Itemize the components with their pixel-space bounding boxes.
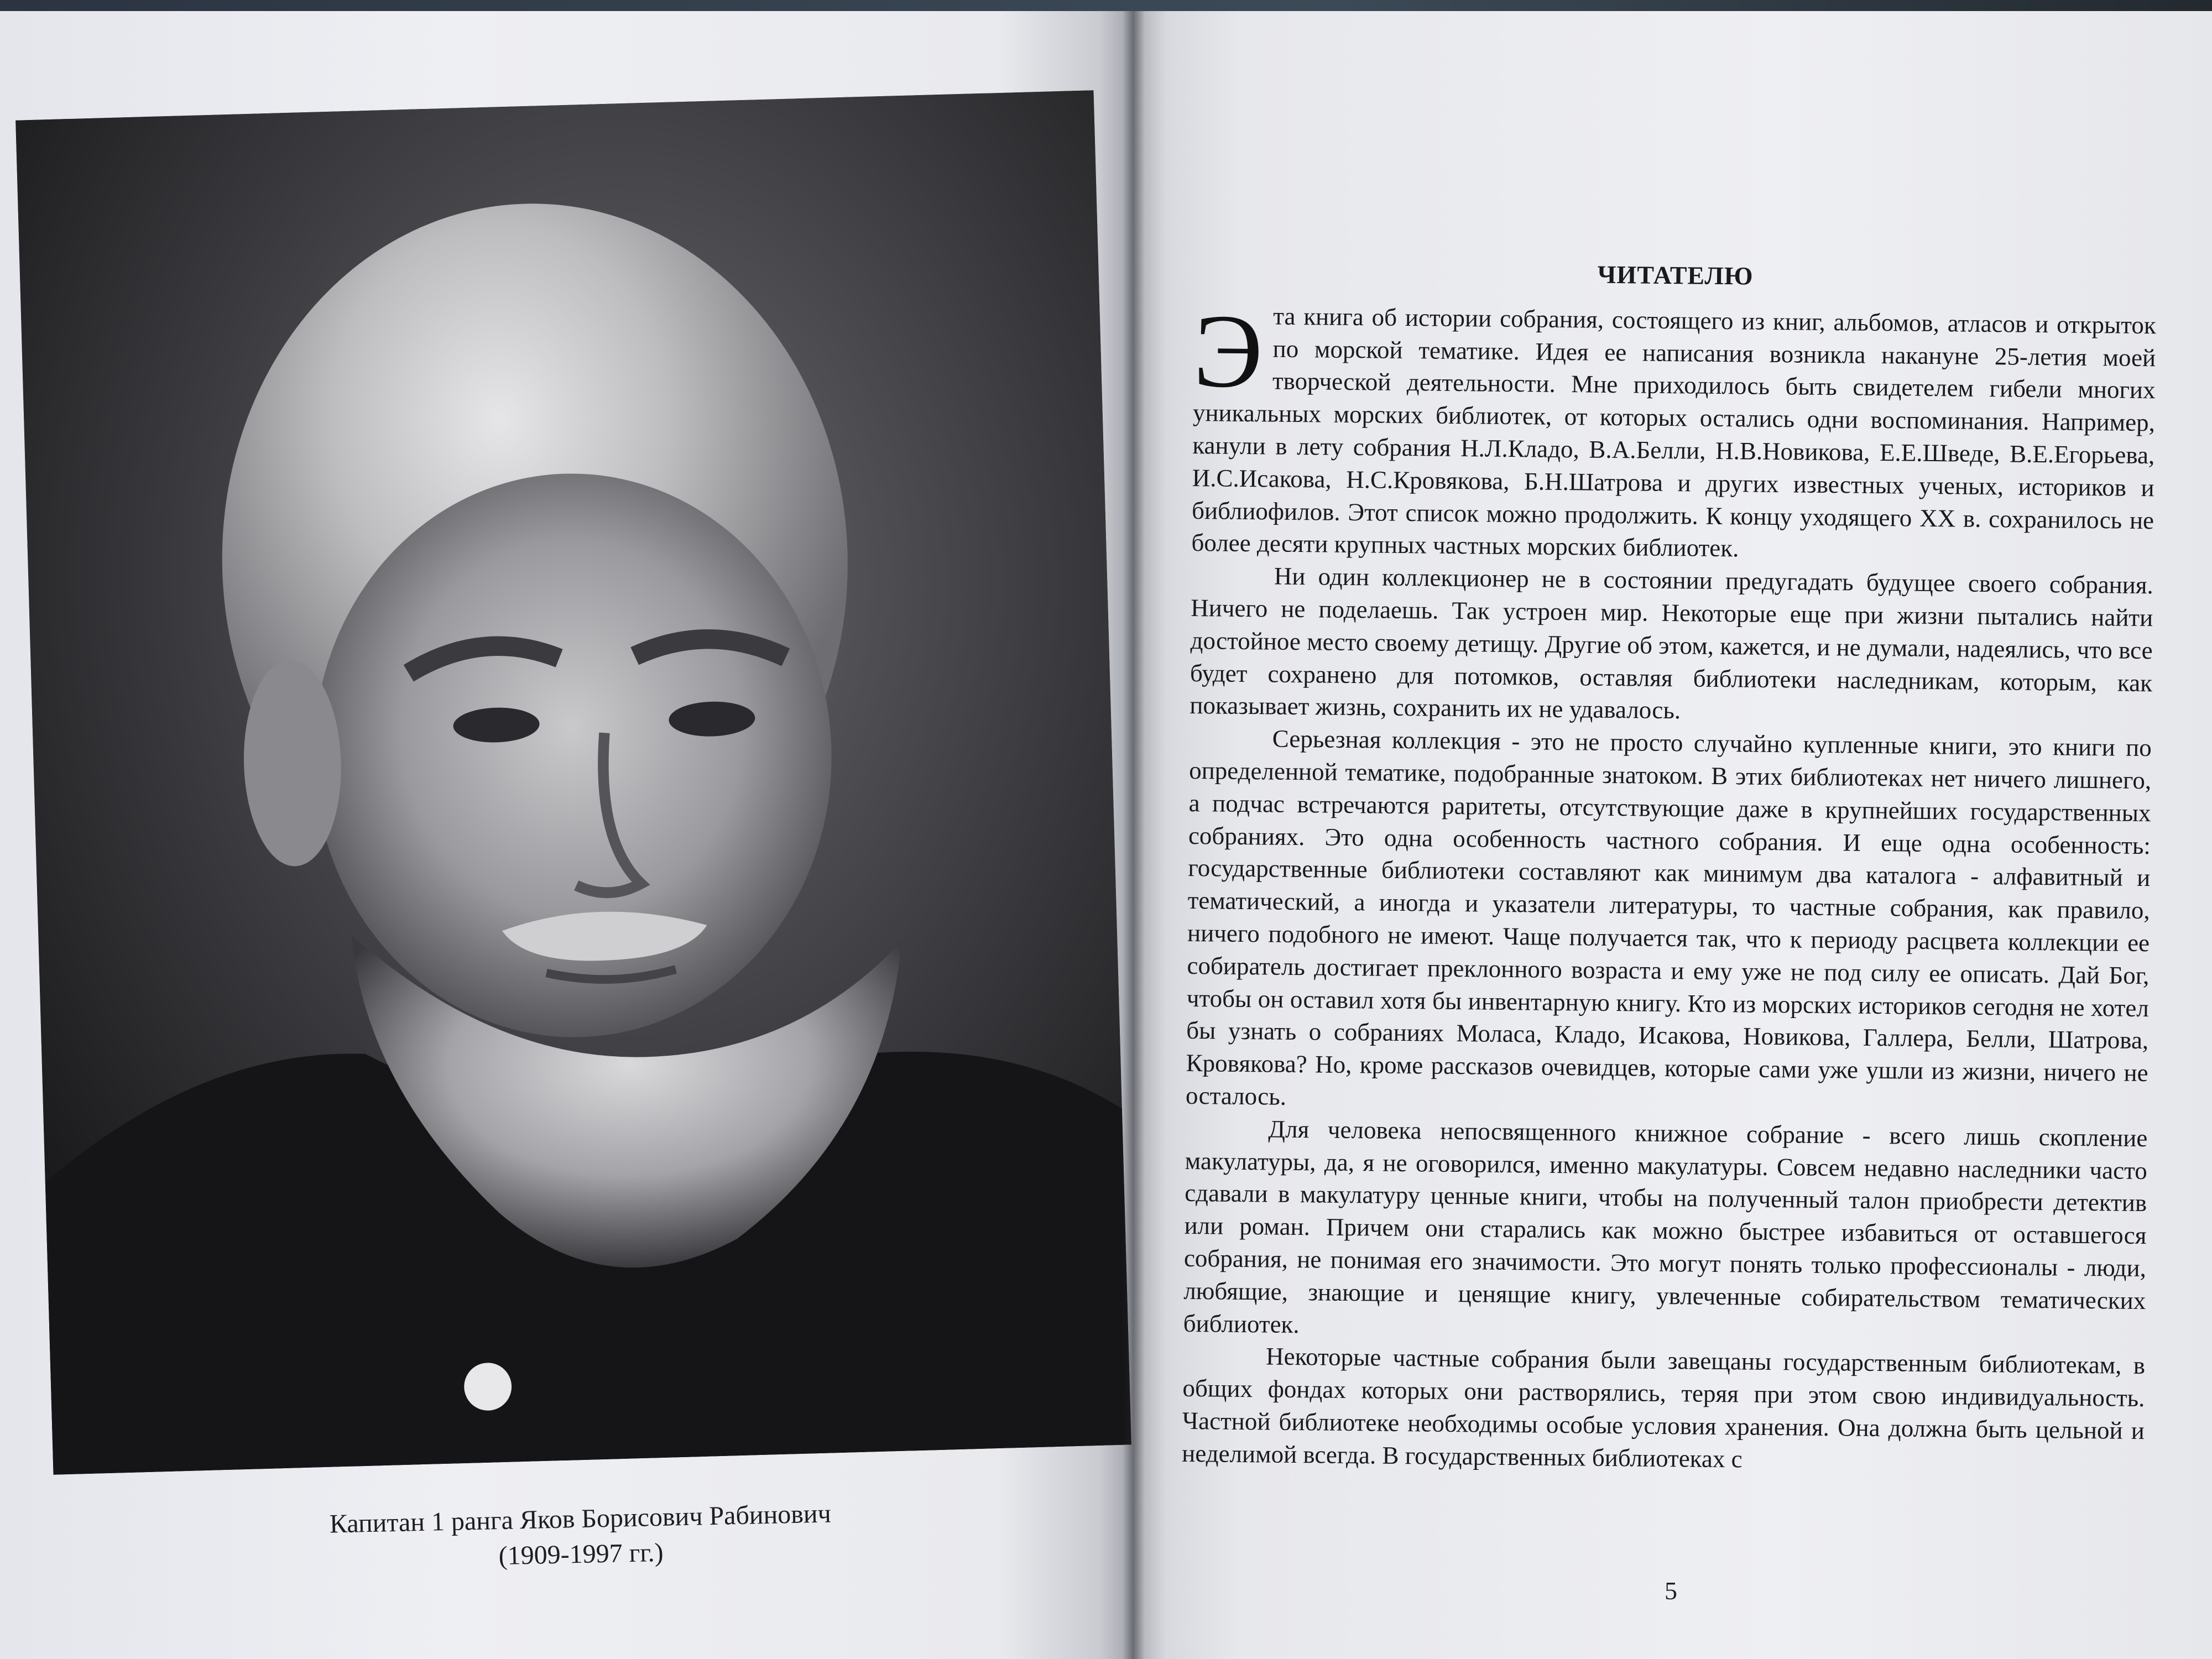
paragraph-1 [1191,293,2157,570]
portrait-photo [15,90,1131,1474]
paragraph-3: Серьезная коллекция - это не просто случайно купленные книги, это книги по определенной тематике, подобранные знатоком. В этих библиотеках нет ничего лишнего, а подчас встречаются раритеты, отсутствующие даже в крупнейших государственных собраниях. Это одна особенность частного собрания. И еще одна особенность: государственные библиотеки составляют как минимум два каталога - алфавитный и тематический, а иногда и указатели литературы, то частные собрания, как правило, ничего подобного не имеют. Чаще получается так, что к периоду расцвета коллекции ее собиратель достигает преклонного возраста и ему уже не под силу ее описать. Дай Бог, чтобы он оставил хотя бы инвентарную книгу. Кто из морских историков сегодня не хотел бы узнать о собраниях Моласа, Кладо, Исакова, Новикова, Галлера, Белли, Шатрова, Кровякова? Но, кроме рассказов очевидцев, которые сами уже ушли из жизни, ничего не осталось. [1185,724,2152,1110]
caption-line-years: (1909-1997 гг.) [498,1537,664,1571]
drop-cap: Э [1193,293,1264,410]
main-text [1182,254,2157,1480]
left-page [0,11,1134,1659]
paragraph-2: Ни один коллекционер не в состоянии предугадать будущее своего собрания. Ничего не поделаешь. Так устроен мир. Некоторые еще при жизни пытались найти достойное место своему детищу. Другие об этом, кажется, и не думали, надеялись, что все будет сохранено для потомков, оставляя библиотеки наследникам, которым, как показывает жизнь, сохранить их не удавалось. [1190,562,2154,724]
photo-caption [210,1494,952,1580]
page-title: ЧИТАТЕЛЮ [1597,260,1754,290]
page-number: 5 [1665,1577,1677,1605]
portrait-photo-icon [15,90,1131,1474]
paragraph-4: Для человека непосвященного книжное собрание - всего лишь скопление макулатуры, да, я не оговорился, именно макулатуры. Совсем недавно наследники часто сдавали в макулатуру ценные книги, чтобы на полученный талон приобрести детектив или роман. Причем они старались как можно быстрее избавиться от оставшегося собрания, не понимая его значимости. Это могут понять только профессионалы - люди, любящие, знающие и ценящие книгу, увлеченные собирательством тематических библиотек. [1183,1115,2148,1338]
book-gutter [1123,11,1145,1659]
open-book [0,11,2212,1659]
paragraph-1-text: та книга об истории собрания, состоящего из книг, альбомов, атласов и открыток по морской тематике. Идея ее написания возникла накануне 25-летия моей творческой деятельности. Мне приходилось быть свидетелем гибели многих уникальных морских библиотек, от которых остались одни воспоминания. Например, канули в лету собрания Н.Л.Кладо, В.А.Белли, Н.В.Новикова, Е.Е.Шведе, В.Е.Егорьева, И.С.Исакова, Н.С.Кровякова, Б.Н.Шатрова и других известных ученых, историков и библиофилов. Этот список можно продолжить. К концу уходящего XX в. сохранилось не более десяти крупных частных морских библиотек. [1191,302,2157,562]
paragraph-5: Некоторые частные собрания были завещаны государственным библиотекам, в общих фондах которых они растворялись, теряя при этом свою индивидуальность. Частной библиотеке необходимы особые условия хранения. Она должна быть цельной и неделимой всегда. В государственных библиотеках с [1182,1342,2146,1473]
caption-line-name: Капитан 1 ранга Яков Борисович Рабинович [329,1499,832,1539]
